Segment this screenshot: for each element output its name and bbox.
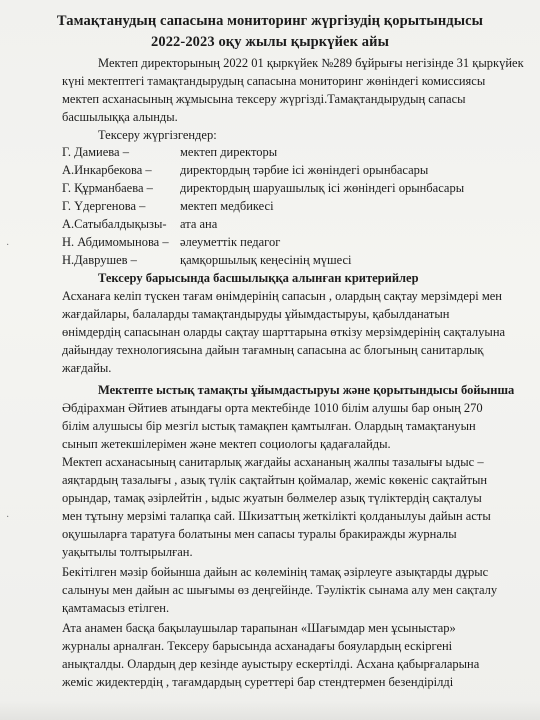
document-subtitle: 2022-2023 оқу жылы қыркүйек айы [151, 34, 389, 50]
inspector-role: әлеуметтік педагог [180, 235, 281, 249]
hot-meals-heading: Мектепте ыстық тамақты ұйымдастыруы және қорытындысы бойынша [98, 383, 515, 397]
inspector-name: Г. Құрманбаева – [62, 181, 153, 195]
intro-line: басшылыққа алынды. [62, 110, 178, 124]
inspector-name: Н. Абдимомынова – [62, 235, 169, 249]
hot-meals-line: аяқтардың тазалығы , азық түлік сақтайтын қоймалар, жеміс көкеніс сақтайтын [62, 473, 488, 487]
criteria-line: дайындау технологиясына дайын тағамның сапасына ас блогының санитарлық [62, 343, 484, 357]
page-shadow [0, 700, 540, 720]
criteria-line: Асханаға келіп түскен тағам өнімдерінің сапасын , олардың сақтау мерзімдері мен [62, 289, 502, 303]
document-title: Тамақтанудың сапасына мониторинг жүргізудің қорытындысы [56, 13, 484, 29]
inspector-role: директордың тәрбие ісі жөніндегі орынбасары [180, 163, 429, 177]
inspector-name: Н.Даврушев – [62, 253, 137, 267]
hot-meals-line: журналы арналған. Тексеру барысында асханадағы бояулардың ескіргені [62, 639, 453, 653]
criteria-line: жағдайлары, балаларды тамақтандыруды ұйымдастыруы, қабылданатын [62, 307, 450, 321]
inspector-name: А.Сатыбалдықызы- [62, 217, 167, 231]
criteria-line: жағдайы. [62, 361, 112, 375]
inspector-role: мектеп медбикесі [180, 199, 274, 213]
criteria-heading: Тексеру барысында басшылыққа алынған критерийлер [98, 271, 419, 285]
inspector-role: ата ана [180, 217, 218, 231]
margin-mark: · [6, 240, 10, 251]
hot-meals-line: Әбдірахман Әйтиев атындағы орта мектебінде 1010 білім алушы бар оның 270 [62, 401, 483, 415]
hot-meals-line: орындар, тамақ әзірлейтін , ыдыс жуатын бөлмелер азық түліктердің сақталуы [62, 491, 482, 505]
inspector-name: А.Инкарбекова – [62, 163, 152, 177]
hot-meals-line: сынып жетекшілерімен және мектеп социологы қадағалайды. [62, 437, 391, 451]
hot-meals-line: салынуы мен дайын ас шығымы өз деңгейінде. Тәуліктік сынама алу мен сақталу [62, 583, 498, 597]
inspector-name: Г. Дамиева – [62, 145, 129, 159]
intro-line: Мектеп директорының 2022 01 қыркүйек №289 бұйрығы негізінде 31 қыркүйек [98, 56, 524, 70]
intro-line: күні мектептегі тамақтандырудың сапасына мониторинг жөніндегі комиссиясы [62, 74, 486, 88]
criteria-line: өнімдердің сапасынан оларды сақтау шарттарына өткізу мерзімдерінің сақталуына [62, 325, 506, 339]
hot-meals-line: уақытылы толтырылған. [62, 545, 193, 559]
hot-meals-line: жеміс жидектердің , тағамдардың суреттері бар стендтермен безендірілді [62, 675, 454, 689]
intro-line: мектеп асханасының жұмысына тексеру жүргізді.Тамақтандырудың сапасы [62, 92, 466, 106]
hot-meals-line: Бекітілген мәзір бойынша дайын ас көлемінің тамақ әзірлеуге азықтарды дұрыс [62, 565, 489, 579]
hot-meals-line: оқушыларға таратуға болатыны мен сапасы туралы бракиражды журналы [62, 527, 457, 541]
hot-meals-line: мен тұтыну мерзімі талапқа сай. Шкизаттың жеткілікті қолданылуы дайын асты [62, 509, 491, 523]
margin-mark: · [6, 512, 10, 523]
inspectors-label: Тексеру жүргізгендер: [98, 128, 217, 142]
hot-meals-line: Мектеп асханасының санитарлық жағдайы асхананың жалпы тазалығы ыдыс – [62, 455, 484, 469]
hot-meals-line: анықталды. Олардың дер кезінде ауыстыру ескертілді. Асхана қабырғаларына [62, 657, 480, 671]
inspector-name: Г. Үдергенова – [62, 199, 146, 213]
hot-meals-line: білім алушысы бір мезгіл ыстық тамақпен қамтылған. Олардың тамақтануын [62, 419, 476, 433]
inspector-role: мектеп директоры [180, 145, 278, 159]
inspector-role: қамқоршылық кеңесінің мүшесі [180, 253, 352, 267]
hot-meals-line: Ата анамен басқа бақылаушылар тарапынан «Шағымдар мен ұсыныстар» [62, 621, 456, 635]
inspector-role: директордың шаруашылық ісі жөніндегі орынбасары [180, 181, 465, 195]
hot-meals-line: қамтамасыз етілген. [62, 601, 170, 615]
